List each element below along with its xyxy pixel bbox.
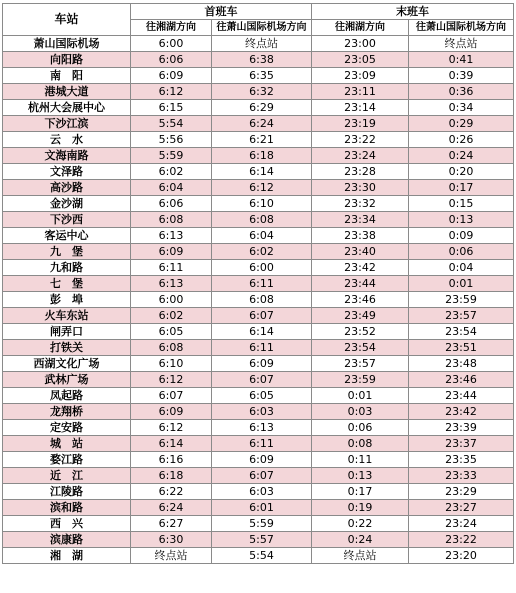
- last-train-airport-cell: 23:29: [409, 484, 514, 500]
- table-row: [3, 100, 514, 116]
- last-train-xianghu-cell: 23:34: [312, 212, 409, 228]
- table-row: [3, 308, 514, 324]
- last-train-airport-cell: 0:06: [409, 244, 514, 260]
- last-train-airport-cell: 23:27: [409, 500, 514, 516]
- station-cell: 向阳路: [3, 52, 131, 68]
- table-row: [3, 180, 514, 196]
- first-train-xianghu-cell: 6:24: [131, 500, 212, 516]
- table-row: [3, 484, 514, 500]
- last-train-airport-cell: 23:44: [409, 388, 514, 404]
- first-dir-airport-header: 往萧山国际机场方向: [212, 20, 312, 36]
- last-train-xianghu-cell: 23:00: [312, 36, 409, 52]
- last-train-airport-cell: 23:24: [409, 516, 514, 532]
- first-train-airport-cell: 6:00: [212, 260, 312, 276]
- station-cell: 九 堡: [3, 244, 131, 260]
- station-cell: 彭 埠: [3, 292, 131, 308]
- last-train-airport-cell: 23:33: [409, 468, 514, 484]
- first-train-xianghu-cell: 5:56: [131, 132, 212, 148]
- header-row-1: [3, 4, 514, 20]
- last-train-xianghu-cell: 23:05: [312, 52, 409, 68]
- last-train-xianghu-cell: 终点站: [312, 548, 409, 564]
- table-row: [3, 340, 514, 356]
- first-train-xianghu-cell: 5:59: [131, 148, 212, 164]
- first-train-airport-cell: 6:12: [212, 180, 312, 196]
- first-train-airport-cell: 6:10: [212, 196, 312, 212]
- first-train-airport-cell: 5:54: [212, 548, 312, 564]
- timetable-container: [2, 3, 513, 564]
- first-train-xianghu-cell: 6:08: [131, 212, 212, 228]
- station-cell: 凤起路: [3, 388, 131, 404]
- last-train-xianghu-cell: 23:14: [312, 100, 409, 116]
- first-train-xianghu-cell: 6:14: [131, 436, 212, 452]
- station-cell: 城 站: [3, 436, 131, 452]
- last-train-airport-cell: 23:57: [409, 308, 514, 324]
- first-train-airport-cell: 6:38: [212, 52, 312, 68]
- table-row: [3, 212, 514, 228]
- first-train-airport-cell: 6:01: [212, 500, 312, 516]
- last-train-xianghu-cell: 23:54: [312, 340, 409, 356]
- first-train-airport-cell: 6:24: [212, 116, 312, 132]
- last-train-airport-cell: 0:17: [409, 180, 514, 196]
- first-train-airport-cell: 6:13: [212, 420, 312, 436]
- table-row: [3, 388, 514, 404]
- last-train-xianghu-cell: 0:19: [312, 500, 409, 516]
- last-train-airport-cell: 0:09: [409, 228, 514, 244]
- last-train-airport-cell: 0:39: [409, 68, 514, 84]
- first-train-airport-cell: 6:07: [212, 468, 312, 484]
- last-train-airport-cell: 23:42: [409, 404, 514, 420]
- table-row: [3, 372, 514, 388]
- last-train-xianghu-cell: 23:09: [312, 68, 409, 84]
- last-train-xianghu-cell: 23:22: [312, 132, 409, 148]
- station-cell: 江陵路: [3, 484, 131, 500]
- first-train-airport-cell: 6:14: [212, 324, 312, 340]
- first-train-header: 首班车: [131, 4, 312, 20]
- last-train-xianghu-cell: 23:49: [312, 308, 409, 324]
- first-train-airport-cell: 6:04: [212, 228, 312, 244]
- first-train-xianghu-cell: 6:09: [131, 68, 212, 84]
- station-cell: 武林广场: [3, 372, 131, 388]
- table-row: [3, 452, 514, 468]
- table-row: [3, 468, 514, 484]
- station-cell: 萧山国际机场: [3, 36, 131, 52]
- last-train-airport-cell: 23:51: [409, 340, 514, 356]
- table-row: [3, 324, 514, 340]
- last-train-xianghu-cell: 23:11: [312, 84, 409, 100]
- timetable-body: [3, 36, 514, 564]
- station-cell: 杭州大会展中心: [3, 100, 131, 116]
- timetable: [2, 3, 514, 564]
- first-train-xianghu-cell: 6:04: [131, 180, 212, 196]
- table-row: [3, 292, 514, 308]
- last-train-airport-cell: 23:59: [409, 292, 514, 308]
- table-row: [3, 116, 514, 132]
- first-train-airport-cell: 5:57: [212, 532, 312, 548]
- first-train-airport-cell: 6:14: [212, 164, 312, 180]
- last-train-airport-cell: 0:01: [409, 276, 514, 292]
- station-cell: 金沙湖: [3, 196, 131, 212]
- last-train-xianghu-cell: 23:32: [312, 196, 409, 212]
- table-row: [3, 516, 514, 532]
- table-row: [3, 404, 514, 420]
- last-train-airport-cell: 23:20: [409, 548, 514, 564]
- first-train-airport-cell: 5:59: [212, 516, 312, 532]
- last-train-airport-cell: 23:48: [409, 356, 514, 372]
- station-cell: 西 兴: [3, 516, 131, 532]
- last-train-xianghu-cell: 23:46: [312, 292, 409, 308]
- station-header: 车站: [3, 4, 131, 36]
- last-train-xianghu-cell: 23:44: [312, 276, 409, 292]
- last-train-airport-cell: 0:13: [409, 212, 514, 228]
- first-train-xianghu-cell: 6:22: [131, 484, 212, 500]
- last-train-airport-cell: 0:26: [409, 132, 514, 148]
- first-train-xianghu-cell: 6:13: [131, 228, 212, 244]
- station-cell: 湘 湖: [3, 548, 131, 564]
- first-train-xianghu-cell: 6:13: [131, 276, 212, 292]
- last-train-airport-cell: 0:04: [409, 260, 514, 276]
- last-train-airport-cell: 0:20: [409, 164, 514, 180]
- last-train-xianghu-cell: 0:06: [312, 420, 409, 436]
- station-cell: 七 堡: [3, 276, 131, 292]
- station-cell: 滨和路: [3, 500, 131, 516]
- first-train-xianghu-cell: 6:08: [131, 340, 212, 356]
- table-row: [3, 148, 514, 164]
- first-train-airport-cell: 6:11: [212, 276, 312, 292]
- station-cell: 港城大道: [3, 84, 131, 100]
- station-cell: 南 阳: [3, 68, 131, 84]
- last-train-xianghu-cell: 23:38: [312, 228, 409, 244]
- table-row: [3, 276, 514, 292]
- last-train-airport-cell: 0:15: [409, 196, 514, 212]
- last-train-xianghu-cell: 0:17: [312, 484, 409, 500]
- first-train-airport-cell: 6:07: [212, 372, 312, 388]
- last-train-xianghu-cell: 23:28: [312, 164, 409, 180]
- first-train-xianghu-cell: 6:15: [131, 100, 212, 116]
- first-train-xianghu-cell: 6:09: [131, 244, 212, 260]
- first-train-xianghu-cell: 6:00: [131, 292, 212, 308]
- last-train-xianghu-cell: 23:42: [312, 260, 409, 276]
- first-train-xianghu-cell: 6:02: [131, 308, 212, 324]
- first-train-airport-cell: 6:05: [212, 388, 312, 404]
- last-train-xianghu-cell: 23:24: [312, 148, 409, 164]
- station-cell: 云 水: [3, 132, 131, 148]
- first-train-xianghu-cell: 6:06: [131, 196, 212, 212]
- table-row: [3, 548, 514, 564]
- station-cell: 高沙路: [3, 180, 131, 196]
- first-train-airport-cell: 6:11: [212, 436, 312, 452]
- first-train-xianghu-cell: 6:18: [131, 468, 212, 484]
- last-train-airport-cell: 23:46: [409, 372, 514, 388]
- station-cell: 龙翔桥: [3, 404, 131, 420]
- first-train-xianghu-cell: 6:02: [131, 164, 212, 180]
- first-train-airport-cell: 6:07: [212, 308, 312, 324]
- table-row: [3, 356, 514, 372]
- last-train-header: 末班车: [312, 4, 514, 20]
- first-train-airport-cell: 6:09: [212, 452, 312, 468]
- station-cell: 文海南路: [3, 148, 131, 164]
- table-row: [3, 68, 514, 84]
- last-train-xianghu-cell: 0:01: [312, 388, 409, 404]
- first-train-xianghu-cell: 6:09: [131, 404, 212, 420]
- station-cell: 打铁关: [3, 340, 131, 356]
- table-row: [3, 36, 514, 52]
- first-train-airport-cell: 6:08: [212, 212, 312, 228]
- first-train-airport-cell: 终点站: [212, 36, 312, 52]
- first-dir-xianghu-header: 往湘湖方向: [131, 20, 212, 36]
- table-row: [3, 84, 514, 100]
- last-train-xianghu-cell: 23:57: [312, 356, 409, 372]
- last-train-airport-cell: 终点站: [409, 36, 514, 52]
- last-train-xianghu-cell: 23:19: [312, 116, 409, 132]
- station-cell: 客运中心: [3, 228, 131, 244]
- table-row: [3, 52, 514, 68]
- table-row: [3, 164, 514, 180]
- table-row: [3, 532, 514, 548]
- station-cell: 近 江: [3, 468, 131, 484]
- first-train-airport-cell: 6:08: [212, 292, 312, 308]
- last-train-airport-cell: 23:22: [409, 532, 514, 548]
- first-train-xianghu-cell: 6:05: [131, 324, 212, 340]
- first-train-xianghu-cell: 终点站: [131, 548, 212, 564]
- first-train-xianghu-cell: 6:11: [131, 260, 212, 276]
- last-train-xianghu-cell: 0:03: [312, 404, 409, 420]
- first-train-xianghu-cell: 6:12: [131, 420, 212, 436]
- table-row: [3, 196, 514, 212]
- first-train-xianghu-cell: 5:54: [131, 116, 212, 132]
- last-train-airport-cell: 0:36: [409, 84, 514, 100]
- last-train-xianghu-cell: 0:11: [312, 452, 409, 468]
- first-train-xianghu-cell: 6:00: [131, 36, 212, 52]
- last-dir-airport-header: 往萧山国际机场方向: [409, 20, 514, 36]
- last-train-airport-cell: 0:34: [409, 100, 514, 116]
- last-train-airport-cell: 23:39: [409, 420, 514, 436]
- last-train-xianghu-cell: 0:24: [312, 532, 409, 548]
- first-train-airport-cell: 6:03: [212, 484, 312, 500]
- first-train-xianghu-cell: 6:30: [131, 532, 212, 548]
- last-train-xianghu-cell: 23:40: [312, 244, 409, 260]
- first-train-airport-cell: 6:09: [212, 356, 312, 372]
- station-cell: 九和路: [3, 260, 131, 276]
- station-cell: 婺江路: [3, 452, 131, 468]
- table-row: [3, 500, 514, 516]
- last-train-airport-cell: 0:29: [409, 116, 514, 132]
- last-train-xianghu-cell: 23:52: [312, 324, 409, 340]
- station-cell: 下沙江滨: [3, 116, 131, 132]
- station-cell: 闸弄口: [3, 324, 131, 340]
- first-train-airport-cell: 6:02: [212, 244, 312, 260]
- last-train-xianghu-cell: 0:13: [312, 468, 409, 484]
- station-cell: 下沙西: [3, 212, 131, 228]
- table-row: [3, 132, 514, 148]
- first-train-airport-cell: 6:11: [212, 340, 312, 356]
- last-train-xianghu-cell: 23:30: [312, 180, 409, 196]
- station-cell: 西湖文化广场: [3, 356, 131, 372]
- first-train-airport-cell: 6:21: [212, 132, 312, 148]
- table-row: [3, 260, 514, 276]
- last-dir-xianghu-header: 往湘湖方向: [312, 20, 409, 36]
- first-train-airport-cell: 6:35: [212, 68, 312, 84]
- first-train-xianghu-cell: 6:12: [131, 372, 212, 388]
- table-row: [3, 244, 514, 260]
- first-train-airport-cell: 6:03: [212, 404, 312, 420]
- table-row: [3, 420, 514, 436]
- first-train-airport-cell: 6:18: [212, 148, 312, 164]
- last-train-xianghu-cell: 0:22: [312, 516, 409, 532]
- first-train-xianghu-cell: 6:10: [131, 356, 212, 372]
- first-train-xianghu-cell: 6:27: [131, 516, 212, 532]
- first-train-xianghu-cell: 6:12: [131, 84, 212, 100]
- last-train-airport-cell: 23:54: [409, 324, 514, 340]
- station-cell: 火车东站: [3, 308, 131, 324]
- table-row: [3, 228, 514, 244]
- last-train-airport-cell: 23:35: [409, 452, 514, 468]
- first-train-xianghu-cell: 6:16: [131, 452, 212, 468]
- table-row: [3, 436, 514, 452]
- first-train-xianghu-cell: 6:07: [131, 388, 212, 404]
- last-train-xianghu-cell: 0:08: [312, 436, 409, 452]
- first-train-xianghu-cell: 6:06: [131, 52, 212, 68]
- station-cell: 文泽路: [3, 164, 131, 180]
- last-train-xianghu-cell: 23:59: [312, 372, 409, 388]
- station-cell: 滨康路: [3, 532, 131, 548]
- first-train-airport-cell: 6:29: [212, 100, 312, 116]
- last-train-airport-cell: 0:41: [409, 52, 514, 68]
- last-train-airport-cell: 23:37: [409, 436, 514, 452]
- first-train-airport-cell: 6:32: [212, 84, 312, 100]
- last-train-airport-cell: 0:24: [409, 148, 514, 164]
- station-cell: 定安路: [3, 420, 131, 436]
